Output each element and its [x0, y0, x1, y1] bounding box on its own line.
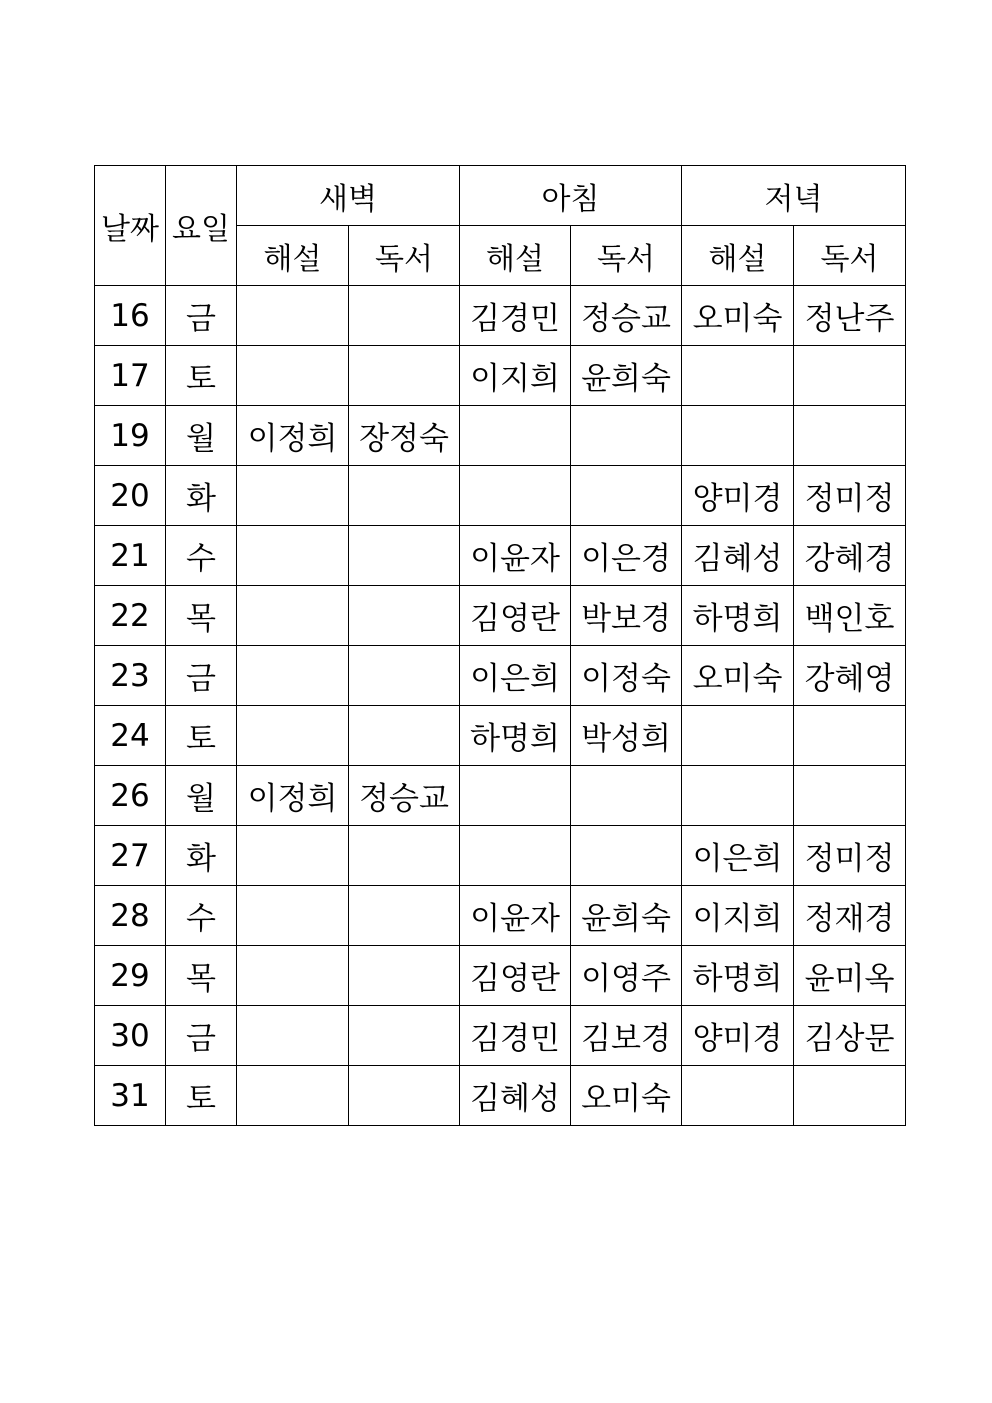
name-cell — [349, 586, 460, 646]
name-cell: 김혜성 — [682, 526, 794, 586]
header-group-evening: 저녁 — [682, 166, 906, 226]
name-cell — [682, 346, 794, 406]
name-cell: 오미숙 — [682, 286, 794, 346]
name-cell — [571, 766, 682, 826]
name-cell — [237, 946, 349, 1006]
table-row — [95, 766, 906, 826]
header-role: 독서 — [571, 226, 682, 286]
date-cell: 20 — [95, 466, 166, 526]
name-cell — [349, 286, 460, 346]
name-cell — [460, 466, 571, 526]
name-cell: 이윤자 — [460, 886, 571, 946]
name-cell — [237, 466, 349, 526]
name-cell — [682, 1066, 794, 1126]
name-cell: 강혜영 — [794, 646, 906, 706]
name-cell: 백인호 — [794, 586, 906, 646]
date-cell: 23 — [95, 646, 166, 706]
table-row — [95, 406, 906, 466]
name-cell — [460, 826, 571, 886]
name-cell: 정재경 — [794, 886, 906, 946]
name-cell — [237, 346, 349, 406]
header-day: 요일 — [166, 166, 237, 286]
name-cell — [794, 766, 906, 826]
day-cell: 목 — [166, 946, 237, 1006]
date-cell: 24 — [95, 706, 166, 766]
schedule-table — [94, 165, 906, 1126]
name-cell — [682, 706, 794, 766]
name-cell: 김경민 — [460, 286, 571, 346]
day-cell: 수 — [166, 886, 237, 946]
name-cell — [237, 1006, 349, 1066]
name-cell — [460, 766, 571, 826]
date-cell: 30 — [95, 1006, 166, 1066]
name-cell — [237, 286, 349, 346]
day-cell: 화 — [166, 466, 237, 526]
date-cell: 28 — [95, 886, 166, 946]
name-cell: 이정희 — [237, 406, 349, 466]
name-cell: 이지희 — [460, 346, 571, 406]
header-row-groups — [95, 166, 906, 226]
name-cell — [237, 886, 349, 946]
name-cell — [460, 406, 571, 466]
name-cell: 박보경 — [571, 586, 682, 646]
name-cell: 하명희 — [682, 586, 794, 646]
day-cell: 금 — [166, 286, 237, 346]
name-cell — [794, 346, 906, 406]
name-cell: 오미숙 — [682, 646, 794, 706]
header-role: 해설 — [682, 226, 794, 286]
header-group-dawn: 새벽 — [237, 166, 460, 226]
schedule-body — [95, 286, 906, 1126]
name-cell: 박성희 — [571, 706, 682, 766]
table-row — [95, 946, 906, 1006]
table-row — [95, 706, 906, 766]
name-cell — [682, 766, 794, 826]
name-cell — [794, 406, 906, 466]
name-cell: 정미정 — [794, 826, 906, 886]
header-role: 독서 — [794, 226, 906, 286]
name-cell — [571, 826, 682, 886]
name-cell: 김상문 — [794, 1006, 906, 1066]
name-cell: 김영란 — [460, 586, 571, 646]
name-cell: 이지희 — [682, 886, 794, 946]
table-row — [95, 1066, 906, 1126]
day-cell: 토 — [166, 346, 237, 406]
name-cell: 김영란 — [460, 946, 571, 1006]
day-cell: 금 — [166, 1006, 237, 1066]
name-cell — [682, 406, 794, 466]
date-cell: 22 — [95, 586, 166, 646]
name-cell — [237, 586, 349, 646]
name-cell: 이영주 — [571, 946, 682, 1006]
table-row — [95, 286, 906, 346]
name-cell — [794, 706, 906, 766]
name-cell: 강혜경 — [794, 526, 906, 586]
date-cell: 16 — [95, 286, 166, 346]
day-cell: 화 — [166, 826, 237, 886]
name-cell: 하명희 — [682, 946, 794, 1006]
header-role: 독서 — [349, 226, 460, 286]
name-cell — [349, 1006, 460, 1066]
name-cell — [349, 646, 460, 706]
date-cell: 17 — [95, 346, 166, 406]
table-row — [95, 466, 906, 526]
name-cell — [237, 526, 349, 586]
day-cell: 월 — [166, 406, 237, 466]
table-row — [95, 526, 906, 586]
name-cell — [349, 346, 460, 406]
name-cell — [349, 886, 460, 946]
name-cell: 하명희 — [460, 706, 571, 766]
header-role: 해설 — [460, 226, 571, 286]
header-date: 날짜 — [95, 166, 166, 286]
name-cell: 이은경 — [571, 526, 682, 586]
name-cell: 정승교 — [349, 766, 460, 826]
name-cell — [349, 706, 460, 766]
date-cell: 29 — [95, 946, 166, 1006]
name-cell: 정미정 — [794, 466, 906, 526]
name-cell — [349, 526, 460, 586]
date-cell: 26 — [95, 766, 166, 826]
day-cell: 목 — [166, 586, 237, 646]
day-cell: 금 — [166, 646, 237, 706]
name-cell: 이윤자 — [460, 526, 571, 586]
name-cell: 김보경 — [571, 1006, 682, 1066]
name-cell: 김경민 — [460, 1006, 571, 1066]
name-cell: 이은희 — [682, 826, 794, 886]
name-cell: 이은희 — [460, 646, 571, 706]
name-cell: 정난주 — [794, 286, 906, 346]
day-cell: 토 — [166, 1066, 237, 1126]
table-row — [95, 646, 906, 706]
day-cell: 월 — [166, 766, 237, 826]
name-cell: 이정희 — [237, 766, 349, 826]
date-cell: 21 — [95, 526, 166, 586]
name-cell — [349, 1066, 460, 1126]
name-cell: 윤희숙 — [571, 886, 682, 946]
name-cell: 이정숙 — [571, 646, 682, 706]
name-cell: 정승교 — [571, 286, 682, 346]
table-row — [95, 886, 906, 946]
header-role: 해설 — [237, 226, 349, 286]
name-cell — [237, 706, 349, 766]
day-cell: 토 — [166, 706, 237, 766]
name-cell: 윤희숙 — [571, 346, 682, 406]
date-cell: 27 — [95, 826, 166, 886]
table-row — [95, 826, 906, 886]
name-cell: 장정숙 — [349, 406, 460, 466]
name-cell — [349, 466, 460, 526]
date-cell: 31 — [95, 1066, 166, 1126]
table-row — [95, 346, 906, 406]
name-cell: 양미경 — [682, 466, 794, 526]
table-row — [95, 1006, 906, 1066]
name-cell — [237, 826, 349, 886]
name-cell — [571, 466, 682, 526]
day-cell: 수 — [166, 526, 237, 586]
name-cell — [571, 406, 682, 466]
table-row — [95, 586, 906, 646]
name-cell: 오미숙 — [571, 1066, 682, 1126]
name-cell: 양미경 — [682, 1006, 794, 1066]
date-cell: 19 — [95, 406, 166, 466]
name-cell: 김혜성 — [460, 1066, 571, 1126]
name-cell — [794, 1066, 906, 1126]
name-cell — [237, 1066, 349, 1126]
name-cell: 윤미옥 — [794, 946, 906, 1006]
header-group-morning: 아침 — [460, 166, 682, 226]
name-cell — [237, 646, 349, 706]
name-cell — [349, 946, 460, 1006]
name-cell — [349, 826, 460, 886]
